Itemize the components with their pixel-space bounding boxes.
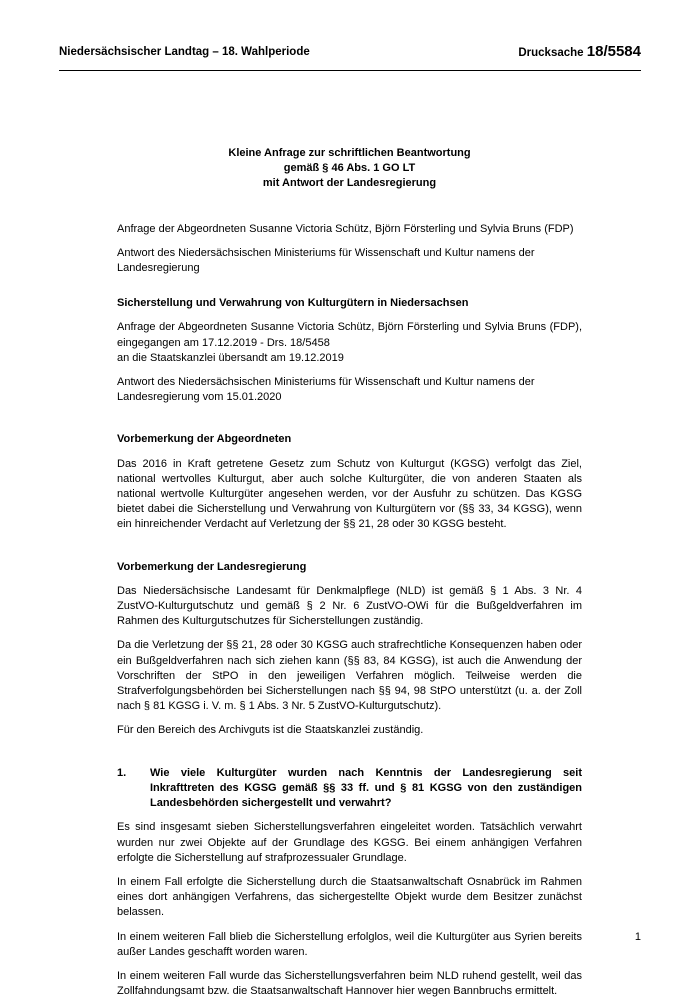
question-text: Wie viele Kulturgüter wurden nach Kenntnis der Landesregierung seit Inkrafttreten des KGSG gemäß §§ 33 ff. und § 81 KGSG von den zuständigen Landesbehörden sichergestellt und verwahrt? (150, 766, 582, 810)
answer-paragraph: In einem weiteren Fall wurde das Sicherstellungsverfahren beim NLD ruhend gestellt, weil das Zollfahndungsamt bzw. die Staatsanwaltschaft Hannover hier wegen Bannbruchs ermittelt. (117, 969, 582, 998)
preface-government-p2: Da die Verletzung der §§ 21, 28 oder 30 KGSG auch strafrechtliche Konsequenzen haben oder ein Bußgeldverfahren nach sich ziehen kann (§§ 83, 84 KGSG), ist auch die Anwendung der Vorschriften der StPO in den jeweiligen Verfahren möglich. Teilweise werden die Strafverfolgungsbehörden bei Sicherstellungen nach §§ 94, 98 StPO unterstützt (u. a. der Zoll nach § 81 KGSG i. V. m. § 1 Abs. 3 Nr. 5 ZustVO-Kulturgutschutz). (117, 639, 582, 713)
preface-mps-text: Das 2016 in Kraft getretene Gesetz zum Schutz von Kulturgut (KGSG) verfolgt das Ziel, national wertvolles Kulturgut, aber auch solche Kulturgüter, die von anderen Staaten als national wertvolle Kulturgüter angesehen werden, vor der Ausfuhr zu schützen. Das KGSG bietet dabei die Sicherstellung und Verwahrung von Kulturgütern vor (§§ 33, 34 KGSG), wenn ein hinreichender Verdacht auf Verletzung der §§ 21, 28 oder 30 KGSG besteht. (117, 457, 582, 531)
subject-answer: Antwort des Niedersächsischen Ministeriums für Wissenschaft und Kultur namens der Landesregierung vom 15.01.2020 (117, 376, 535, 404)
title-line-2: gemäß § 46 Abs. 1 GO LT (283, 162, 416, 175)
document-title (117, 146, 582, 192)
question-1 (117, 766, 582, 812)
preface-government-p3: Für den Bereich des Archivguts ist die Staatskanzlei zuständig. (117, 724, 424, 737)
document-number-value: 18/5584 (586, 43, 641, 60)
subject-inquiry-forwarded: an die Staatskanzlei übersandt am 19.12.2019 (117, 351, 344, 364)
parliament-title: Niedersächsischer Landtag – 18. Wahlperiode (59, 46, 310, 58)
preface-government-p1: Das Niedersächsische Landesamt für Denkmalpflege (NLD) ist gemäß § 1 Abs. 3 Nr. 4 ZustVO-Kulturgutschutz und gemäß § 2 Nr. 6 ZustVO-OWi für die Bußgeldverfahren im Rahmen des Kulturgutschutzes für Sicherstellungen zuständig. (117, 584, 582, 628)
subject-heading: Sicherstellung und Verwahrung von Kulturgütern in Niedersachsen (117, 297, 469, 310)
title-line-3: mit Antwort der Landesregierung (262, 177, 437, 190)
intro-answer: Antwort des Niedersächsischen Ministeriums für Wissenschaft und Kultur namens der Landesregierung (117, 246, 535, 275)
page-header (59, 44, 641, 71)
document-body (117, 146, 582, 1008)
document-number-label: Drucksache (518, 47, 587, 59)
question-number: 1. (117, 766, 127, 779)
document-number (518, 43, 641, 60)
preface-mps-heading: Vorbemerkung der Abgeordneten (117, 433, 292, 446)
title-line-1: Kleine Anfrage zur schriftlichen Beantwortung (228, 147, 471, 159)
subject-inquiry-received: Anfrage der Abgeordneten Susanne Victoria Schütz, Björn Försterling und Sylvia Bruns (FDP), eingegangen am 17.12.2019 - Drs. 18/5458 (117, 321, 582, 349)
answer-paragraph: In einem weiteren Fall blieb die Sicherstellung erfolglos, weil die Kulturgüter aus Syrien bereits außer Landes geschafft worden waren. (117, 930, 582, 958)
preface-government-heading: Vorbemerkung der Landesregierung (117, 560, 307, 573)
answer-paragraph: Es sind insgesamt sieben Sicherstellungsverfahren eingeleitet worden. Tatsächlich verwahrt wurden nur zwei Objekte auf der Grundlage des KGSG. Bei einem anhängigen Verfahren erfolgte die Sicherstellung auf strafprozessualer Grundlage. (117, 821, 582, 864)
intro-inquiry: Anfrage der Abgeordneten Susanne Victoria Schütz, Björn Försterling und Sylvia Bruns (FDP) (117, 222, 574, 235)
subject-inquiry (117, 320, 582, 366)
answer-paragraph: In einem Fall erfolgte die Sicherstellung durch die Staatsanwaltschaft Osnabrück im Rahmen eines dort anhängigen Verfahrens, das sichergestellte Objekt wurde dem Besitzer zunächst belassen. (117, 875, 582, 919)
page-number: 1 (634, 931, 641, 943)
